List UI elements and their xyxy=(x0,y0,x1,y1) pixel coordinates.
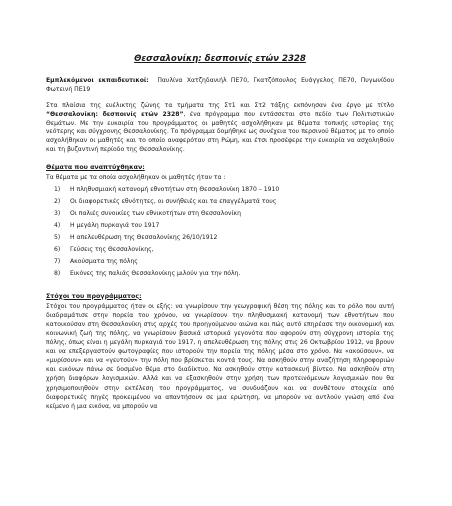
teachers-paragraph xyxy=(46,77,394,94)
intro-text-end: , ένα πρόγραμμα που εντάσσεται στο πεδίο των Πολιτιστικών Θεμάτων. Με την ευκαιρία του προγράμματος οι μαθητές ασχολήθηκαν με θέματα τοπικής ιστορίας της νεότερης και σύγχρονης Θεσσαλονίκης. Το πρόγραμμα δομήθηκε ως συνέχεια του περσινού θέματος με το οποίο ασχολήθηκαν οι μαθητές και το οποίο αναφερόταν στη Ρώμη, και έτσι προσέφερε την ευκαιρία να ασχοληθούν και τη βυζαντινή περίοδο της Θεσσαλονίκης. xyxy=(46,110,394,153)
topic-number: 3) xyxy=(54,210,61,218)
teachers-names: Παυλίνα Χατζηδανιήλ ΠΕ70, Γκατζόπουλος Ευάγγελος ΠΕ70, Πυγωνίδου Φωτεινή ΠΕ19 xyxy=(46,77,394,93)
goals-heading: Στόχοι του προγράμματος xyxy=(46,292,140,300)
topic-item xyxy=(46,220,394,232)
topic-item xyxy=(46,244,394,256)
topic-number: 8) xyxy=(54,269,61,277)
topic-text: Η απελευθέρωση της Θεσσαλονίκης 26/10/1912 xyxy=(70,234,218,242)
intro-text-start: Στα πλαίσια της ευέλικτης ζώνης τα τμήματα της Στ1 και Στ2 τάξης εκπόνησαν ένα έργο με τίτλο xyxy=(46,102,394,110)
topic-item xyxy=(46,268,394,280)
goals-heading-colon: : xyxy=(139,292,142,300)
topic-number: 6) xyxy=(54,245,61,253)
topics-list xyxy=(46,184,394,279)
topic-number: 4) xyxy=(54,222,61,230)
topic-item xyxy=(46,208,394,220)
topic-item xyxy=(46,232,394,244)
topic-item xyxy=(46,184,394,196)
topics-heading-colon: : xyxy=(142,164,145,172)
topic-item xyxy=(46,196,394,208)
document-title: Θεσσαλονίκη: δεσποινίς ετών 2328 xyxy=(134,54,306,64)
topic-text: Οι παλιές συνοικίες των εθνικοτήτων στη Θεσσαλονίκη xyxy=(70,210,241,218)
topic-number: 2) xyxy=(54,198,61,206)
intro-paragraph xyxy=(46,102,394,154)
topic-text: Η μεγάλη πυρκαγιά του 1917 xyxy=(70,222,160,230)
goals-paragraph: Στόχοι του προγράμματος ήταν οι εξής: να γνωρίσουν την γεωγραφική θέση της πόλης και το ρόλο που αυτή διαδραμάτισε στην πορεία του χρόνου, να γνωρίσουν την πληθυσμιακή κατανομή των εθνοτήτων που κατοικούσαν στη Θεσσαλονίκη στις αρχές του προηγούμενου αιώνα και πώς αυτό επηρέασε την οικονομική και κοινωνική ζωή της πόλης, να γνωρίσουν βασικά ιστορικά γεγονότα που αφορούν στη σύγχρονη ιστορία της πόλης, όπως είναι η μεγάλη πυρκαγιά του 1917, η απελευθέρωση της πόλης στις 26 Οκτωβρίου 1912, να βρουν και να επεξεργαστούν φωτογραφίες που ιστορούν την πορεία της πόλης μέσα στο χρόνο. Να «ακούσουν», να «μυρίσουν» και να «γευτούν» την πόλη που βρίσκεται κοντά τους. Να ασκηθούν στην αναζήτηση πληροφοριών και εικόνων πάνω σε δοσμένο θέμα στο διαδίκτυο. Να ασκηθούν στην κατασκευή βίντεο. Να ασκηθούν στη χρήση διαφόρων λογισμικών. Αλλά και να εξασκηθούν στην χρήση των προτεινόμενων λογισμικών που θα χρησιμοποιηθούν στην εκτέλεση του προγράμματος, να συνδυάζουν και να συνθέτουν στοιχεία από διαφορετικές πηγές προκειμένου να απαντήσουν σε μια ερώτηση, να μπορούν να αντλούν γνώση από ένα κείμενο ή μια εικόνα, να μπορούν να xyxy=(46,302,394,410)
topic-number: 1) xyxy=(54,186,61,194)
document-page xyxy=(0,54,452,506)
topics-heading: Θέματα που αναπτύχθηκαν xyxy=(46,164,143,172)
topic-text: Η πληθυσμιακή κατανομή εθνοτήτων στη Θεσσαλονίκη 1870 – 1910 xyxy=(70,186,280,194)
goals-heading-line xyxy=(46,292,394,301)
topic-number: 5) xyxy=(54,234,61,242)
topic-item xyxy=(46,256,394,268)
topics-heading-line xyxy=(46,163,394,172)
topic-text: Γεύσεις της Θεσσαλονίκης, xyxy=(70,245,154,253)
topics-lead: Τα θέματα με τα οποία ασχολήθηκαν οι μαθητές ήταν τα : xyxy=(46,174,226,182)
topic-text: Ακούσματα της πόλης xyxy=(70,257,138,265)
intro-project-title: “Θεσσαλονίκη: δεσποινίς ετών 2328” xyxy=(46,110,184,118)
topic-text: Οι διαφορετικές εθνότητες, οι συνήθειές και τα επαγγέλματά τους xyxy=(70,198,277,206)
topic-number: 7) xyxy=(54,257,61,265)
teachers-label: Εμπλεκόμενοι εκπαιδευτικοί: xyxy=(46,77,149,84)
topic-text: Εικόνες της παλιάς Θεσσαλονίκης μιλούν για την πόλη. xyxy=(70,269,241,277)
